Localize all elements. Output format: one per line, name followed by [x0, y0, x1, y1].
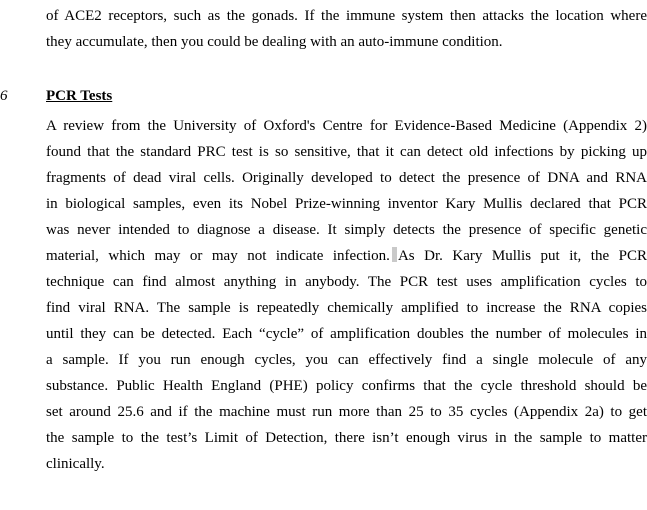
body-text-line: the sample to the test’s Limit of Detection, there isn’t enough virus in the sample to matter: [46, 430, 647, 446]
body-text-line: a sample. If you run enough cycles, you can effectively find a single molecule of any: [46, 352, 647, 368]
text-cursor[interactable]: [392, 247, 397, 262]
body-text-line: fragments of dead viral cells. Originally developed to detect the presence of DNA and RNA: [46, 170, 647, 186]
body-text-line: they accumulate, then you could be dealing with an auto-immune condition.: [46, 34, 503, 50]
text-before-cursor: material, which may or may not indicate infection.: [46, 248, 390, 264]
body-text-line: technique can find almost anything in anybody. The PCR test uses amplification cycles to: [46, 274, 647, 290]
body-text-line: A review from the University of Oxford's Centre for Evidence-Based Medicine (Appendix 2): [46, 118, 647, 134]
text-after-cursor: As Dr. Kary Mullis put it, the PCR: [397, 248, 647, 264]
paragraph-number: 6: [0, 88, 8, 104]
body-text-line: of ACE2 receptors, such as the gonads. If the immune system then attacks the location where: [46, 8, 647, 24]
body-text-line: in biological samples, even its Nobel Prize-winning inventor Kary Mullis declared that PCR: [46, 196, 647, 212]
body-text-line: was never intended to diagnose a disease. It simply detects the presence of specific genetic: [46, 222, 647, 238]
body-text-line-with-cursor: [46, 246, 647, 266]
body-text-line: found that the standard PRC test is so sensitive, that it can detect old infections by picking up: [46, 144, 647, 160]
section-heading: PCR Tests: [46, 88, 113, 104]
body-text-line: set around 25.6 and if the machine must run more than 25 to 35 cycles (Appendix 2a) to get: [46, 404, 647, 420]
body-text-line: find viral RNA. The sample is repeatedly chemically amplified to increase the RNA copies: [46, 300, 647, 316]
body-text-line: clinically.: [46, 456, 105, 472]
body-text-line: until they can be detected. Each “cycle” of amplification doubles the number of molecules in: [46, 326, 647, 342]
body-text-line: substance. Public Health England (PHE) policy confirms that the cycle threshold should be: [46, 378, 647, 394]
